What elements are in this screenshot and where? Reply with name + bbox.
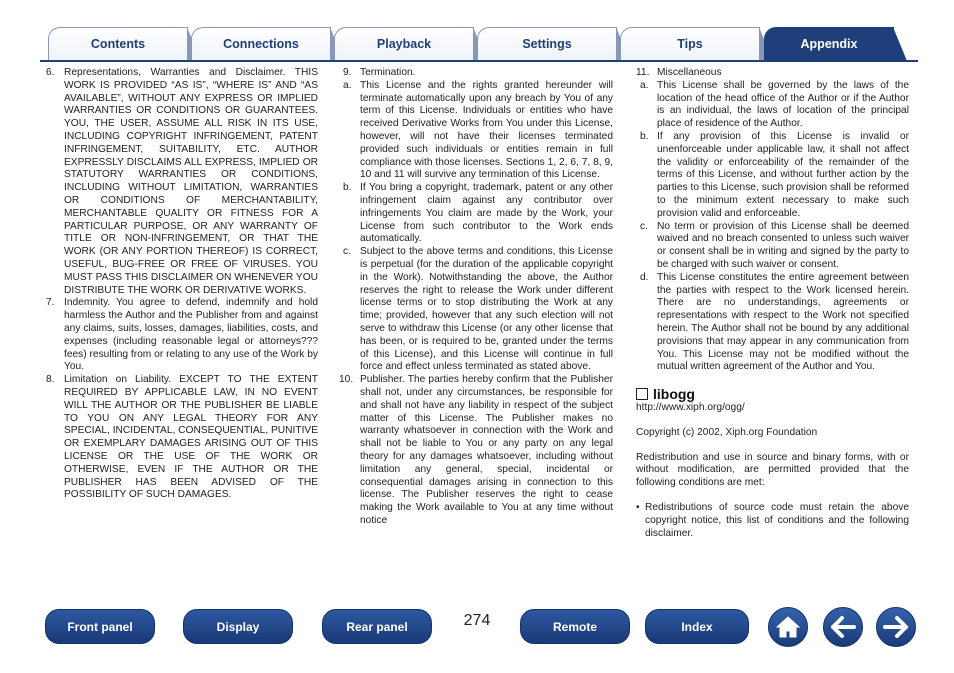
bullet-dot-icon: • (636, 501, 640, 513)
tab-tips[interactable]: Tips (620, 27, 760, 61)
clause-6: 6. Representations, Warranties and Disclaimer. THIS WORK IS PROVIDED “AS IS”, “WHERE IS” AND “AS AVAILABLE”, WITHOUT ANY EXPRESS OR IMPLIED WARRANTIES OR CONDITIONS OR GUARANTEES. YOU, THE USER, ASSUME ALL RISK IN ITS USE, INCLUDING COPYRIGHT INFRINGEMENT, PATENT INFRINGEMENT, SUITABILITY, ETC. AUTHOR EXPRESSLY DISCLAIMS ALL EXPRESS, IMPLIED OR STATUTORY WARRANTIES OR CONDITIONS, INCLUDING WITHOUT LIMITATION, WARRANTIES OR CONDITIONS OF MERCHANTABILITY, MERCHANTABLE QUALITY OR FITNESS FOR A PARTICULAR PURPOSE, OR ANY WARRANTY OF TITLE OR NON-INFRINGEMENT, OR THAT THE WORK (OR ANY PORTION THEREOF) IS CORRECT, USEFUL, BUG-FREE OR FREE OF VIRUSES. YOU MUST PASS THIS DISCLAIMER ON WHENEVER YOU DISTRIBUTE THE WORK OR DERIVATIVE WORKS. (46, 67, 318, 296)
copyright-line: Copyright (c) 2002, Xiph.org Foundation (636, 426, 818, 438)
tab-connections[interactable]: Connections (191, 27, 331, 61)
remote-button[interactable]: Remote (520, 609, 630, 644)
tab-underline (40, 60, 918, 62)
clause-7: 7. Indemnity. You agree to defend, indemnify and hold harmless the Author and the Publisher from and against any claims, suits, losses, damages, liabilities, costs, and expenses (including reasonable legal or attorneys??? fees) resulting from or relating to any use of the Work by You. (46, 297, 318, 373)
home-icon (769, 608, 807, 646)
clause-11a: a. This License shall be governed by the laws of the location of the head office of the Author or if the Author is an individual, the laws of location of the principal place of residence of the Author. (640, 79, 909, 130)
clause-7-text: Indemnity. You agree to defend, indemnify and hold harmless the Author and the Publisher from and against any claims, suits, losses, damages, liabilities, costs, and expenses (including reasonable legal or attorneys??? fees) resulting from or relating to any use of the Work by You. (64, 297, 318, 373)
bullet-item: • Redistributions of source code must retain the above copyright notice, this list of conditions and the following disclaimer. (636, 501, 909, 539)
clause-11c: c. No term or provision of this License shall be deemed waived and no breach consented to unless such waiver or consent shall be in writing and signed by the party to be charged with such waiver or consent. (640, 220, 909, 270)
checkbox-square-icon (636, 388, 648, 400)
page-number: 274 (463, 612, 491, 629)
home-button[interactable] (768, 607, 808, 647)
clause-9c: c. Subject to the above terms and conditions, this License is perpetual (for the duration of the applicable copyright in the Work). Notwithstanding the above, the Author reserves the right to release the Work under different license terms or to stop distributing the Work at any time; provided, however that any such election will not serve to withdraw this License (or any other license that has been, or is required to be, granted under the terms of this License), and this License will continue in full force and effect unless terminated as stated above. (343, 246, 613, 373)
back-button[interactable] (823, 607, 863, 647)
clause-9a: a. This License and the rights granted hereunder will terminate automatically upon any breach by You of any term of this License. Individuals or entities who have received Derivative Works from You under this License, however, will not have their licenses terminated provided such individuals or entities remain in full compliance with those licenses. Sections 1, 2, 6, 7, 8, 9, 10 and 11 will survive any termination of this License. (343, 79, 613, 181)
section-title: libogg (636, 388, 909, 401)
column-middle (339, 67, 613, 528)
tab-settings[interactable]: Settings (477, 27, 617, 61)
tab-appendix[interactable]: Appendix (764, 27, 894, 61)
clause-11-heading: 11. Miscellaneous (636, 67, 722, 78)
clause-10: 10. Publisher. The parties hereby confirm that the Publisher shall not, under any circumstances, be responsible for and shall not have any liability in respect of the subject matter of this License. The Publisher makes no warranty whatsoever in connection with the Work and shall not be liable to You or any party on any legal theory for any damages whatsoever, including without limitation any general, special, incidental or consequential damages arising in connection to this license. The Publisher reserves the right to cease making the Work available to You at any time without notice (339, 374, 613, 526)
clause-8: 8. Limitation on Liability. EXCEPT TO THE EXTENT REQUIRED BY APPLICABLE LAW, IN NO EVENT WILL THE AUTHOR OR THE PUBLISHER BE LIABLE TO YOU ON ANY LEGAL THEORY FOR ANY SPECIAL, INCIDENTAL, CONSEQUENTIAL, PUNITIVE OR EXEMPLARY DAMAGES ARISING OUT OF THIS LICENSE OR THE USE OF THE WORK OR OTHERWISE, EVEN IF THE AUTHOR OR THE PUBLISHER HAS BEEN ADVISED OF THE POSSIBILITY OF SUCH DAMAGES. (46, 374, 318, 501)
clause-6-text: Representations, Warranties and Disclaimer. THIS WORK IS PROVIDED “AS IS”, “WHERE IS” AND “AS AVAILABLE”, WITHOUT ANY EXPRESS OR IMPLIED WARRANTIES OR CONDITIONS OR GUARANTEES. YOU, THE USER, ASSUME ALL RISK IN ITS USE, INCLUDING COPYRIGHT INFRINGEMENT, PATENT INFRINGEMENT, SUITABILITY, ETC. AUTHOR EXPRESSLY DISCLAIMS ALL EXPRESS, IMPLIED OR STATUTORY WARRANTIES OR CONDITIONS, INCLUDING WITHOUT LIMITATION, WARRANTIES OR CONDITIONS OF MERCHANTABILITY, MERCHANTABLE QUALITY OR FITNESS FOR A PARTICULAR PURPOSE, OR ANY WARRANTY OF TITLE OR NON-INFRINGEMENT, OR THAT THE WORK (OR ANY PORTION THEREOF) IS CORRECT, USEFUL, BUG-FREE OR FREE OF VIRUSES. YOU MUST PASS THIS DISCLAIMER ON WHENEVER YOU DISTRIBUTE THE WORK OR DERIVATIVE WORKS. (64, 67, 318, 296)
back-arrow-icon (824, 608, 862, 646)
column-left (43, 67, 318, 502)
front-panel-button[interactable]: Front panel (45, 609, 155, 644)
clause-11b: b. If any provision of this License is invalid or unenforceable under applicable law, it shall not affect the validity or enforceability of the remainder of the terms of this License, and without further action by the parties to this License, such provision shall be reformed to the minimum extent necessary to make such provision valid and enforceable. (640, 130, 909, 219)
rear-panel-button[interactable]: Rear panel (322, 609, 432, 644)
tab-bar (0, 0, 954, 62)
clause-8-text: Limitation on Liability. EXCEPT TO THE EXTENT REQUIRED BY APPLICABLE LAW, IN NO EVENT WILL THE AUTHOR OR THE PUBLISHER BE LIABLE TO YOU ON ANY LEGAL THEORY FOR ANY SPECIAL, INCIDENTAL, CONSEQUENTIAL, PUNITIVE OR EXEMPLARY DAMAGES ARISING OUT OF THIS LICENSE OR THE USE OF THE WORK OR OTHERWISE, EVEN IF THE AUTHOR OR THE PUBLISHER HAS BEEN ADVISED OF THE POSSIBILITY OF SUCH DAMAGES. (64, 374, 318, 501)
section-url: http://www.xiph.org/ogg/ (636, 401, 745, 413)
clause-9b: b. If You bring a copyright, trademark, patent or any other infringement claim against any contributor over infringements You claim are made by the Work, your License from such contributor to the Work ends automatically. (343, 182, 613, 245)
tab-contents[interactable]: Contents (48, 27, 188, 61)
column-right (636, 67, 909, 540)
tab-playback[interactable]: Playback (334, 27, 474, 61)
clause-9-heading: 9. Termination. (343, 67, 416, 78)
forward-button[interactable] (876, 607, 916, 647)
forward-arrow-icon (877, 608, 915, 646)
index-button[interactable]: Index (645, 609, 749, 644)
redistribution-text: Redistribution and use in source and binary forms, with or without modification, are permitted provided that the following conditions are met: (636, 451, 909, 489)
clause-11d: d. This License constitutes the entire agreement between the parties with respect to the Work licensed herein. There are no understandings, agreements or representations with respect to the Work not specified herein. The Author shall not be bound by any additional provisions that may appear in any communication from You. This License may not be modified without the mutual written agreement of the Author and You. (640, 271, 909, 373)
display-button[interactable]: Display (183, 609, 293, 644)
